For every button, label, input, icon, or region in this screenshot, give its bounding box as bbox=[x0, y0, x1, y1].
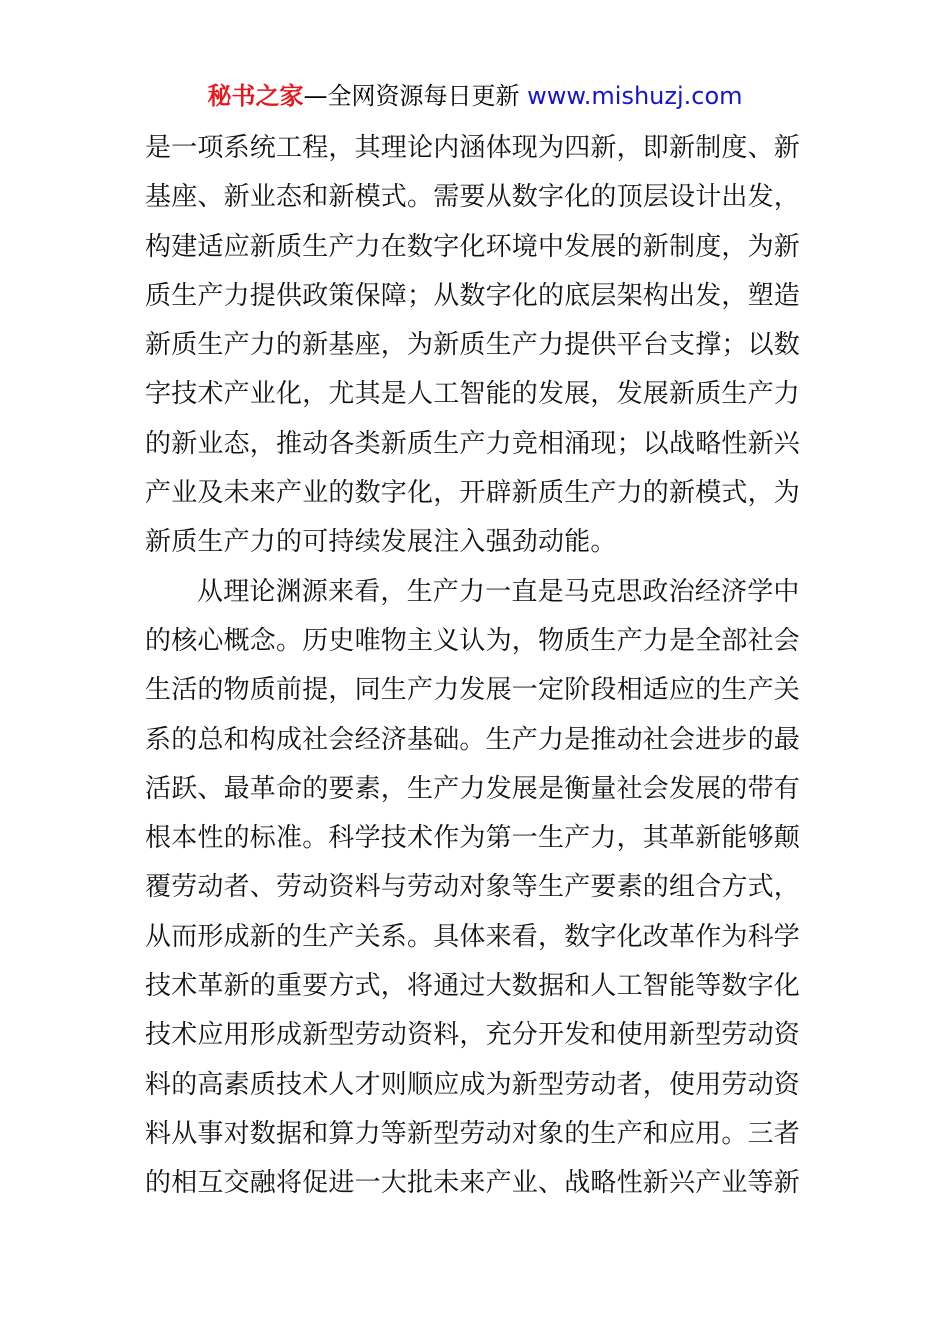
page-header bbox=[0, 78, 950, 114]
text-line: 基座、新业态和新模式。需要从数字化的顶层设计出发， bbox=[145, 182, 801, 213]
site-tagline: —全网资源每日更新 bbox=[303, 82, 520, 110]
text-line: 构建适应新质生产力在数字化环境中发展的新制度，为新 bbox=[145, 231, 801, 262]
text-line: 从理论渊源来看，生产力一直是马克思政治经济学中 bbox=[197, 576, 800, 607]
site-brand: 秘书之家 bbox=[207, 82, 304, 110]
text-line: 料的高素质技术人才则顺应成为新型劳动者，使用劳动资 bbox=[145, 1069, 801, 1100]
text-line: 是一项系统工程，其理论内涵体现为四新，即新制度、新 bbox=[145, 133, 801, 163]
text-line: 系的总和构成社会经济基础。生产力是推动社会进步的最 bbox=[145, 724, 801, 755]
text-line: 的核心概念。历史唯物主义认为，物质生产力是全部社会 bbox=[145, 625, 801, 656]
text-line: 新质生产力的新基座，为新质生产力提供平台支撑；以数 bbox=[145, 330, 801, 361]
text-line: 技术革新的重要方式，将通过大数据和人工智能等数字化 bbox=[145, 971, 801, 1002]
text-line: 生活的物质前提，同生产力发展一定阶段相适应的生产关 bbox=[145, 675, 801, 706]
text-line: 字技术产业化，尤其是人工智能的发展，发展新质生产力 bbox=[145, 379, 801, 410]
text-line: 的新业态，推动各类新质生产力竞相涌现；以战略性新兴 bbox=[145, 428, 801, 459]
text-line: 质生产力提供政策保障；从数字化的底层架构出发，塑造 bbox=[145, 280, 801, 311]
text-line: 从而形成新的生产关系。具体来看，数字化改革作为科学 bbox=[145, 921, 801, 952]
text-line: 料从事对数据和算力等新型劳动对象的生产和应用。三者 bbox=[145, 1118, 801, 1149]
document-body bbox=[145, 124, 807, 1209]
text-line: 根本性的标准。科学技术作为第一生产力，其革新能够颠 bbox=[145, 823, 801, 854]
text-line: 活跃、最革命的要素，生产力发展是衡量社会发展的带有 bbox=[145, 773, 801, 804]
text-line: 技术应用形成新型劳动资料，充分开发和使用新型劳动资 bbox=[145, 1020, 801, 1051]
text-line: 产业及未来产业的数字化，开辟新质生产力的新模式，为 bbox=[145, 478, 801, 509]
text-line: 的相互交融将促进一大批未来产业、战略性新兴产业等新 bbox=[145, 1168, 801, 1199]
site-url-link[interactable]: www.mishuzj.com bbox=[527, 82, 743, 110]
text-line: 新质生产力的可持续发展注入强劲动能。 bbox=[145, 527, 617, 558]
text-line: 覆劳动者、劳动资料与劳动对象等生产要素的组合方式， bbox=[145, 872, 801, 903]
